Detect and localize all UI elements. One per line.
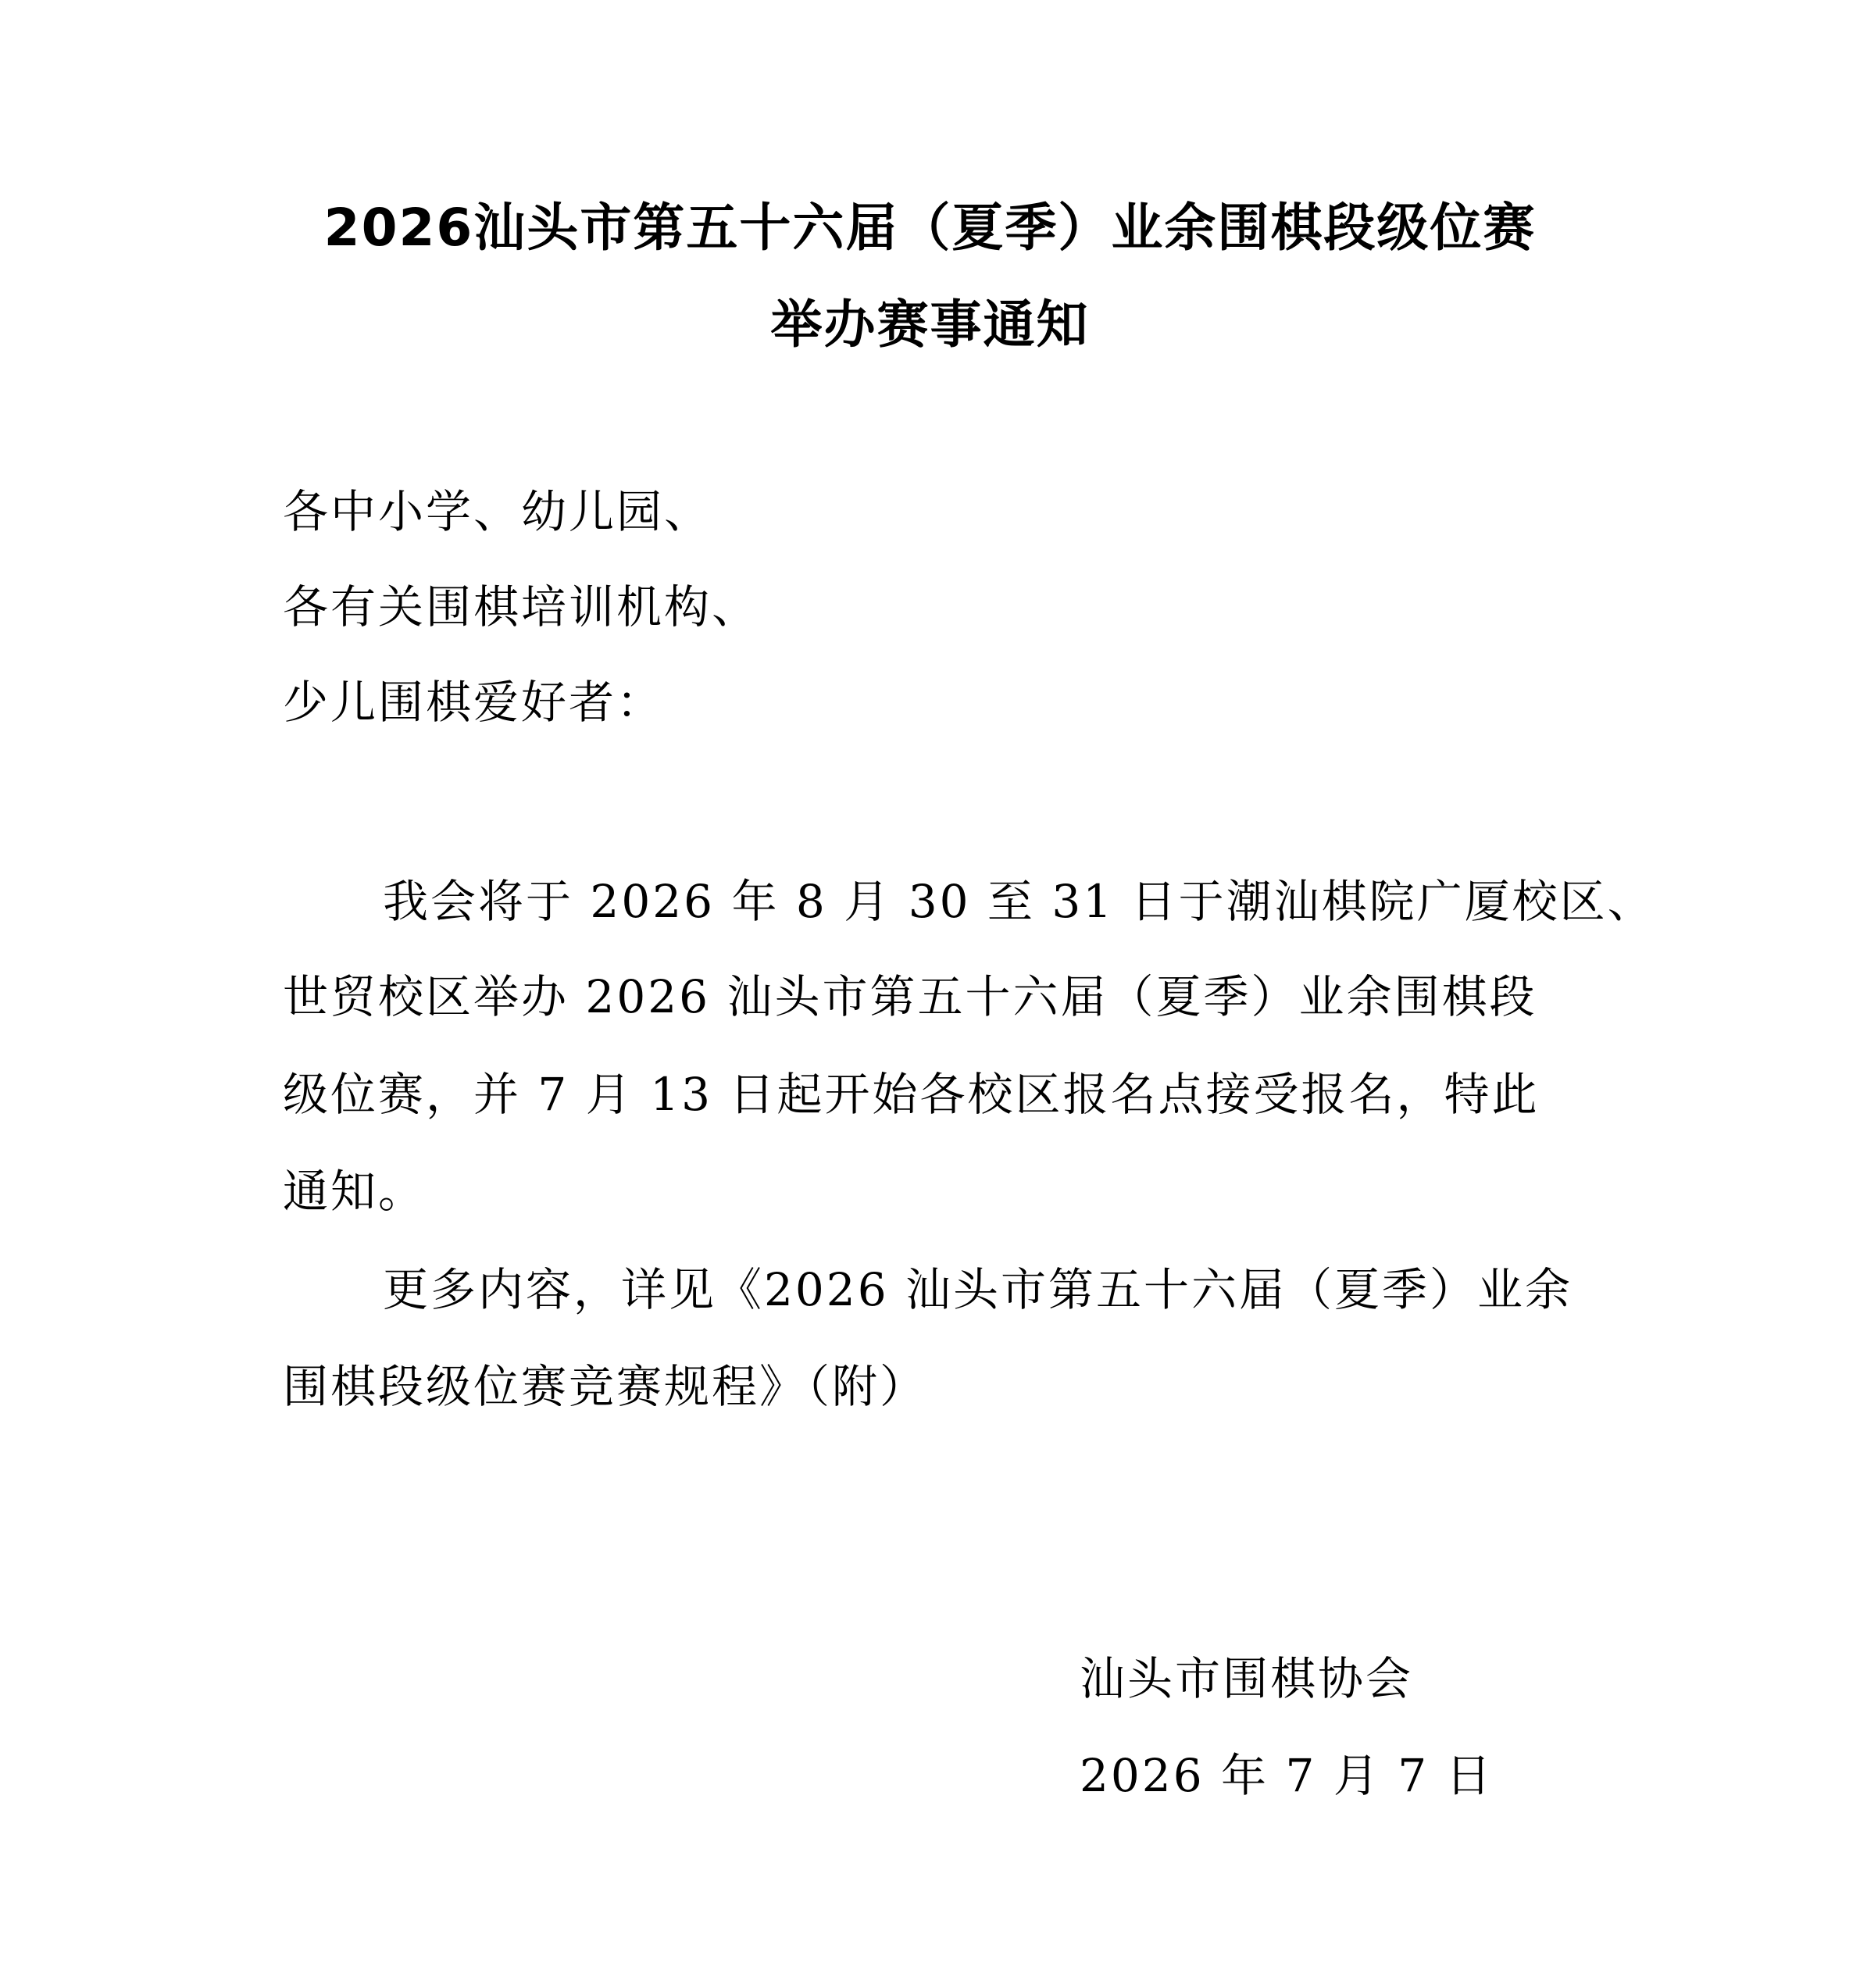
- body-paragraph-1-line-2: 世贸校区举办 2026 汕头市第五十六届（夏季）业余围棋段: [283, 970, 1537, 1023]
- recipient-line-2: 各有关围棋培训机构、: [283, 580, 760, 634]
- body-paragraph-1-line-1: 我会将于 2026 年 8 月 30 至 31 日于潮汕棋院广厦校区、: [383, 875, 1655, 928]
- body-paragraph-2-line-2: 围棋段级位赛竞赛规程》（附）: [283, 1360, 928, 1413]
- document-title-line-1: 2026汕头市第五十六届（夏季）业余围棋段级位赛: [323, 198, 1537, 258]
- signature-organization: 汕头市围棋协会: [1080, 1652, 1414, 1705]
- body-paragraph-2-line-1: 更多内容，详见《2026 汕头市第五十六届（夏季）业余: [383, 1263, 1573, 1316]
- signature-date: 2026 年 7 月 7 日: [1080, 1749, 1494, 1802]
- document-title-line-2: 举办赛事通知: [770, 294, 1090, 355]
- body-paragraph-1-line-4: 通知。: [283, 1165, 427, 1218]
- body-paragraph-1-line-3: 级位赛，并 7 月 13 日起开始各校区报名点接受报名，特此: [283, 1068, 1540, 1121]
- recipient-line-1: 各中小学、幼儿园、: [283, 485, 712, 538]
- recipient-line-3: 少儿围棋爱好者：: [283, 676, 665, 729]
